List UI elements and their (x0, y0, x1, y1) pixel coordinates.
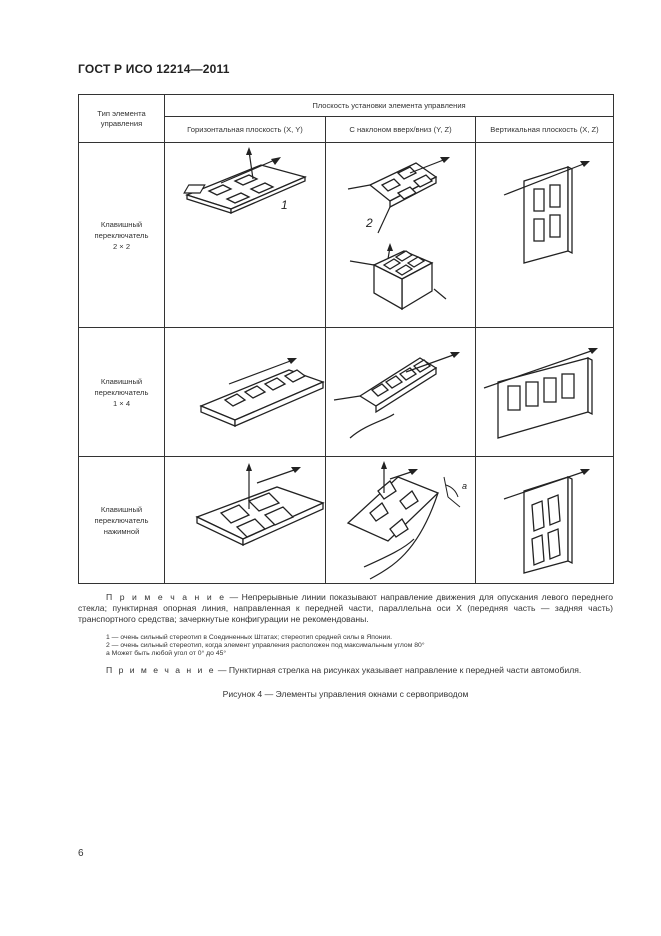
type-line: 1 × 4 (112, 398, 131, 408)
note-lead: П р и м е ч а н и е (106, 592, 226, 602)
page-number: 6 (78, 848, 84, 859)
note-text: — Непрерывные линии показывают направление движения для опускания левого переднего стекла; пунктирная опорная линия, направленная к передней части, параллельна оси X (передняя часть — задняя часть) транспортного средства; зачеркнутые конфигурации не рекомендованы. (78, 592, 613, 624)
note-2 (78, 665, 613, 676)
footnote-a: a Может быть любой угол от 0° до 45° (106, 650, 227, 658)
figure-2x2-vertical (476, 143, 614, 328)
row-type-1x4 (79, 328, 165, 457)
controls-table (78, 94, 614, 584)
type-line: Клавишный (100, 219, 143, 229)
type-line: переключатель (94, 230, 149, 240)
figure-push-inclined (326, 457, 476, 584)
type-line: переключатель (94, 515, 149, 525)
figure-1x4-vertical (476, 328, 614, 457)
type-line: нажимной (103, 526, 140, 536)
row-type-2x2 (79, 143, 165, 328)
figure-1x4-horizontal (165, 328, 326, 457)
subheader-horizontal: Горизонтальная плоскость (X, Y) (165, 117, 326, 143)
type-line: переключатель (94, 387, 149, 397)
footnotes (78, 634, 641, 659)
note-text: — Пунктирная стрелка на рисунках указывает направление к передней части автомобиля. (215, 665, 582, 675)
col-plane-header: Плоскость установки элемента управления (165, 95, 614, 117)
type-line: 2 × 2 (112, 241, 131, 251)
label-alpha: a (462, 481, 468, 491)
figure-2x2-inclined (326, 143, 476, 328)
note-1 (78, 592, 613, 625)
note-lead: П р и м е ч а н и е (106, 665, 216, 675)
subheader-inclined: С наклоном вверх/вниз (Y, Z) (326, 117, 476, 143)
type-line: Клавишный (100, 504, 143, 514)
figure-2x2-horizontal (165, 143, 326, 328)
label-2: 2 (366, 216, 373, 230)
type-line: Клавишный (100, 376, 143, 386)
footnote-2: 2 — очень сильный стереотип, когда элемент управления расположен под максимальным углом 80° (106, 642, 425, 650)
document-header: ГОСТ Р ИСО 12214—2011 (78, 62, 230, 76)
figure-1x4-inclined (326, 328, 476, 457)
footnote-1: 1 — очень сильный стереотип в Соединенных Штатах; стереотип средней силы в Японии. (106, 634, 392, 641)
subheader-vertical: Вертикальная плоскость (X, Z) (476, 117, 614, 143)
figure-push-vertical (476, 457, 614, 584)
label-1: 1 (281, 198, 288, 212)
figure-push-horizontal (165, 457, 326, 584)
row-type-push (79, 457, 165, 584)
figure-caption: Рисунок 4 — Элементы управления окнами с сервоприводом (222, 689, 469, 699)
col-type-header: Тип элемента управления (79, 95, 165, 143)
